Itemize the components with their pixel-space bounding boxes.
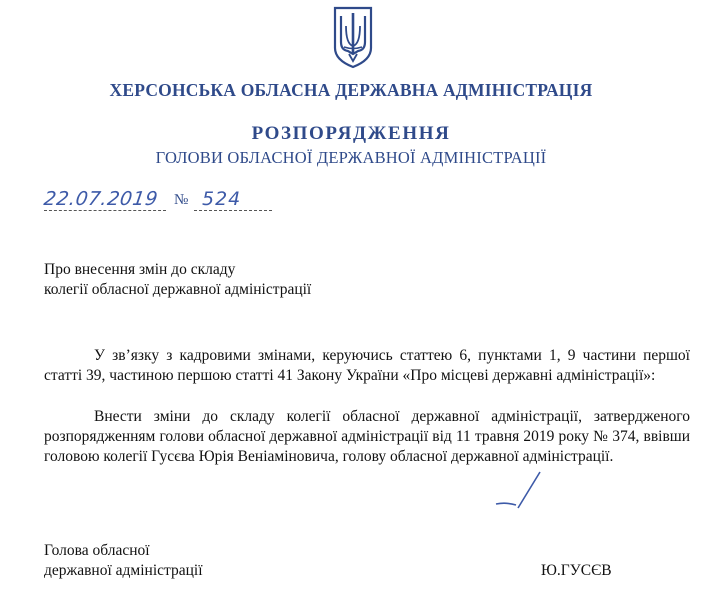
organization-name: ХЕРСОНСЬКА ОБЛАСНА ДЕРЖАВНА АДМІНІСТРАЦІЯ [109,80,593,100]
body-paragraph-1: У зв’язку з кадровими змінами, керуючись статтею 6, пунктами 1, 9 частини першої статті 39, частиною першою статті 41 Закону України «Про місцеві державні адміністрації»: [44,347,690,384]
trident-emblem-icon [329,4,377,70]
signatory-name: Ю.ГУСЄВ [541,562,612,579]
date-underline [44,210,166,211]
initials-mark-icon [488,468,548,513]
signatory-title-line-2: державної адміністрації [44,562,203,579]
registration-number: 524 [202,188,242,210]
document-subject [44,260,311,300]
document-subtitle: ГОЛОВИ ОБЛАСНОЇ ДЕРЖАВНОЇ АДМІНІСТРАЦІЇ [155,148,547,167]
body-paragraph-2: Внести зміни до складу колегії обласної державної адміністрації, затвердженого розпорядженням голови обласної державної адміністрації від 11 травня 2019 року № 374, ввівши головою колегії Гусєва Юрія Веніаміновича, голову обласної державної адміністрації. [44,408,690,465]
number-sign: № [174,192,189,208]
subject-line-1: Про внесення змін до складу [44,261,236,278]
registration-line [44,188,304,218]
signatory-title-line-1: Голова обласної [44,542,150,559]
subject-line-2: колегії обласної державної адміністрації [44,281,312,298]
document-type-title: РОЗПОРЯДЖЕННЯ [251,123,451,144]
number-underline [194,210,272,211]
registration-date: 22.07.2019 [42,188,160,210]
signatory-title [44,541,203,581]
